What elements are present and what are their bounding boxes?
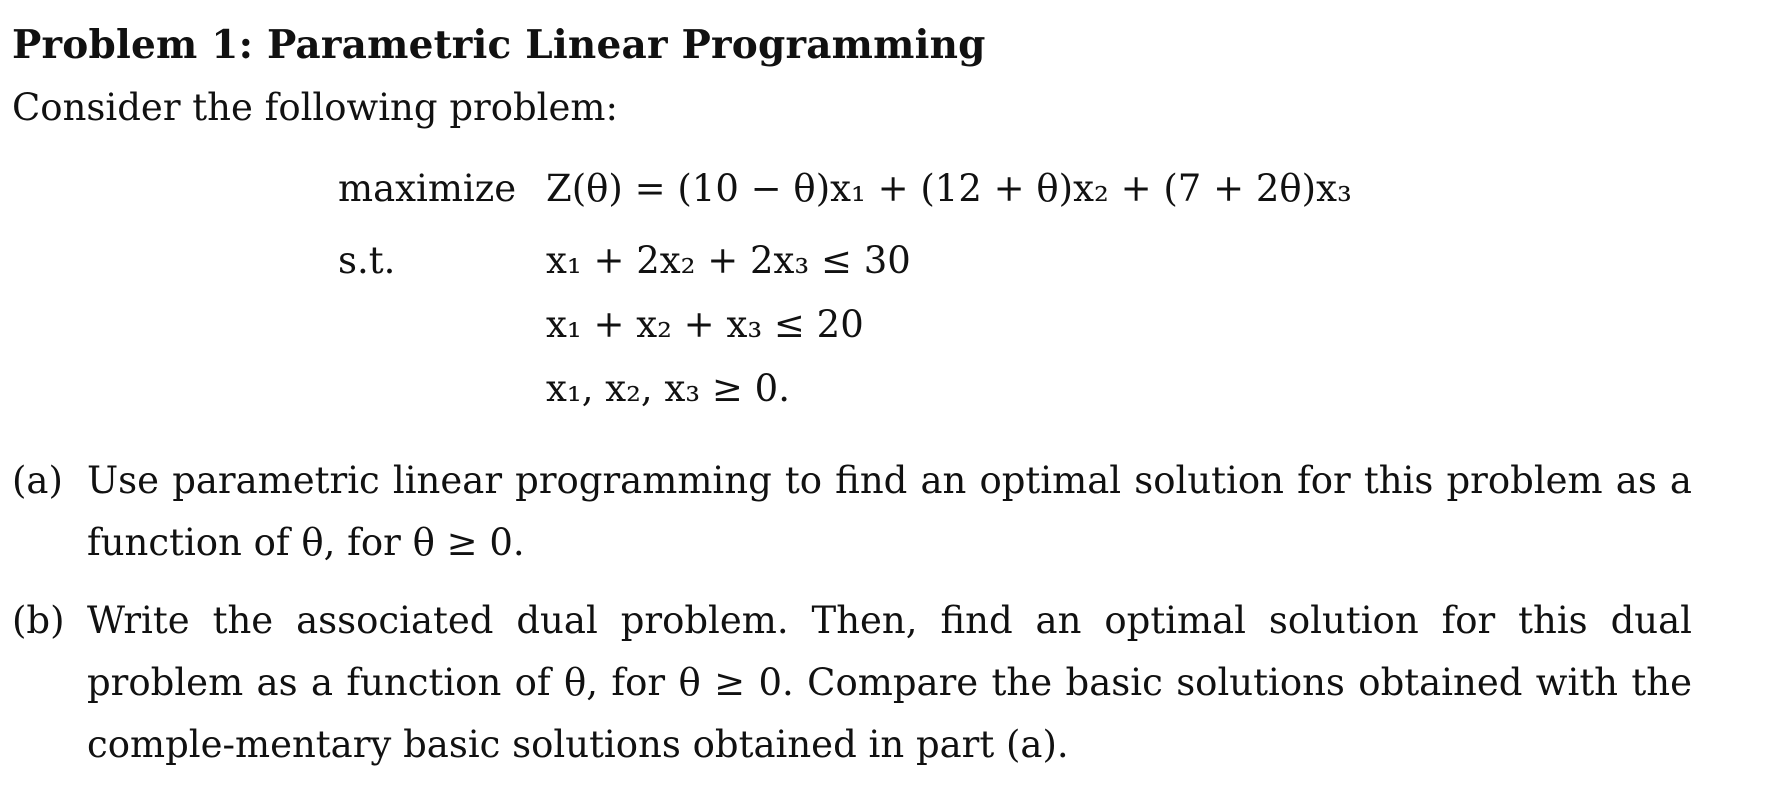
part-a-label: (a): [12, 459, 63, 502]
part-b-label: (b): [12, 599, 65, 642]
part-b-text: Write the associated dual problem. Then, find an optimal solution for this dual problem as a function of θ, for θ ≥ 0. Compare the basic solutions obtained with the comple-mentary basic solutions obtained in part (a).: [87, 599, 1692, 766]
part-b: [12, 590, 1692, 776]
part-a-text: Use parametric linear programming to find an optimal solution for this problem as a function of θ, for θ ≥ 0.: [87, 459, 1692, 564]
nonnegativity-constraint: x₁, x₂, x₃ ≥ 0.: [546, 367, 790, 410]
intro-text: Consider the following problem:: [12, 86, 618, 129]
constraint-1: x₁ + 2x₂ + 2x₃ ≤ 30: [546, 239, 911, 282]
problem-title: Problem 1: Parametric Linear Programming: [12, 22, 986, 68]
constraints-label: s.t.: [338, 239, 396, 282]
objective-function: Z(θ) = (10 − θ)x₁ + (12 + θ)x₂ + (7 + 2θ)x₃: [546, 167, 1352, 210]
constraint-2: x₁ + x₂ + x₃ ≤ 20: [546, 303, 864, 346]
objective-label: maximize: [338, 167, 517, 210]
part-a: [12, 450, 1692, 574]
